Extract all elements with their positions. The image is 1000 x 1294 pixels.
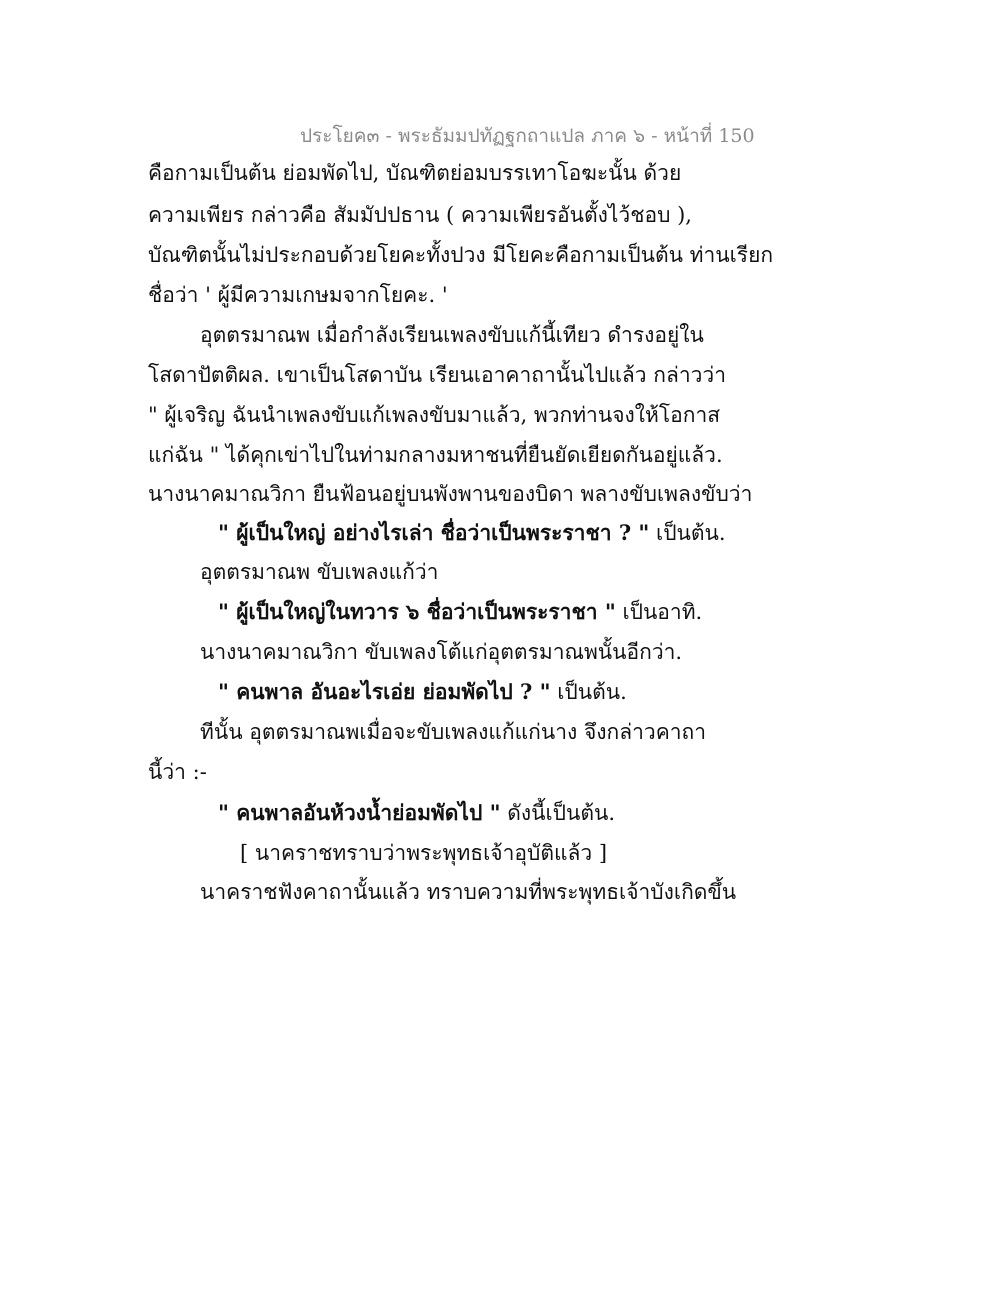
text-line: แก่ฉัน " ได้คุกเข่าไปในท่ามกลางมหาชนที่ยืนยัดเยียดกันอยู่แล้ว. [148,443,723,467]
text-line: นี้ว่า :- [148,760,207,784]
verse-line [218,798,615,828]
text-line: นาคราชฟังคาถานั้นแล้ว ทราบความที่พระพุทธเจ้าบังเกิดขึ้น [200,880,737,904]
verse-quote: " ผู้เป็นใหญ่ในทวาร ๖ ชื่อว่าเป็นพระราชา " [218,599,616,624]
text-line: อุตตรมาณพ ขับเพลงแก้ว่า [200,560,439,584]
verse-suffix: เป็นต้น. [550,680,627,704]
page-header: ประโยค๓ - พระธัมมปทัฏฐกถาแปล ภาค ๖ - หน้าที่ 150 [300,125,755,147]
text-line: นางนาคมาณวิกา ยืนฟ้อนอยู่บนพังพานของบิดา พลางขับเพลงขับว่า [148,482,753,506]
verse-suffix: ดังนี้เป็นต้น. [500,801,616,825]
verse-line [218,597,702,627]
text-line: ทีนั้น อุตตรมาณพเมื่อจะขับเพลงแก้แก่นาง จึงกล่าวคาถา [200,720,707,744]
verse-line [218,518,726,548]
text-line: โสดาปัตติผล. เขาเป็นโสดาบัน เรียนเอาคาถานั้นไปแล้ว กล่าวว่า [148,363,727,387]
text-line: ความเพียร กล่าวคือ สัมมัปปธาน ( ความเพียรอันตั้งไว้ชอบ ), [148,203,692,227]
text-line: บัณฑิตนั้นไม่ประกอบด้วยโยคะทั้งปวง มีโยคะคือกามเป็นต้น ท่านเรียก [148,243,774,267]
text-line: ชื่อว่า ' ผู้มีความเกษมจากโยคะ. ' [148,283,448,307]
verse-quote: " คนพาลอันห้วงน้ำย่อมพัดไป " [218,800,501,825]
section-heading: [ นาคราชทราบว่าพระพุทธเจ้าอุบัติแล้ว ] [240,841,608,865]
text-line: " ผู้เจริญ ฉันนำเพลงขับแก้เพลงขับมาแล้ว, พวกท่านจงให้โอกาส [148,403,721,427]
verse-line [218,677,627,707]
text-line: นางนาคมาณวิกา ขับเพลงโต้แก่อุตตรมาณพนั้นอีกว่า. [200,640,683,664]
text-line: อุตตรมาณพ เมื่อกำลังเรียนเพลงขับแก้นี้เทียว ดำรงอยู่ใน [200,323,704,347]
verse-suffix: เป็นอาทิ. [615,600,703,624]
text-line: คือกามเป็นต้น ย่อมพัดไป, บัณฑิตย่อมบรรเทาโอฆะนั้น ด้วย [148,161,682,185]
verse-suffix: เป็นต้น. [649,521,726,545]
verse-quote: " คนพาล อันอะไรเอ่ย ย่อมพัดไป ? " [218,679,551,704]
verse-quote: " ผู้เป็นใหญ่ อย่างไรเล่า ชื่อว่าเป็นพระราชา ? " [218,520,650,545]
